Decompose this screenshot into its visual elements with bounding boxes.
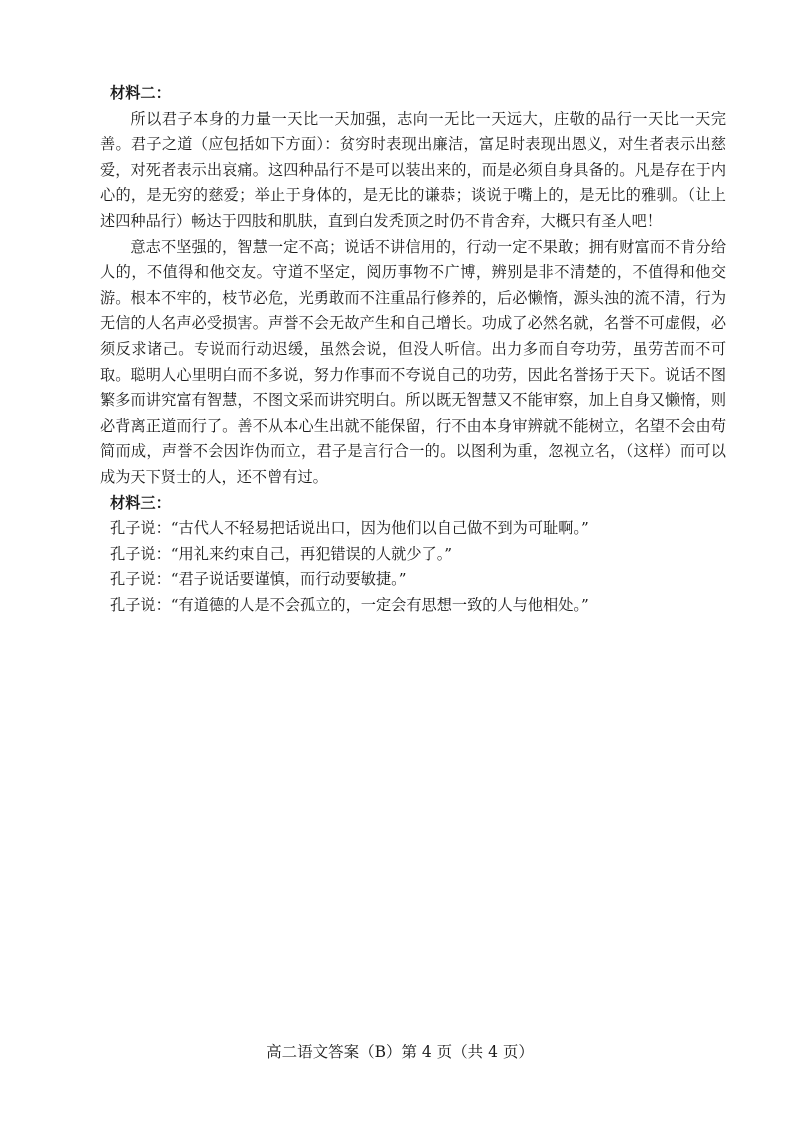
section-heading-material-3: 材料三： xyxy=(110,493,171,512)
confucius-quote-4: 孔子说：“有道德的人是不会孤立的，一定会有思想一致的人与他相处。” xyxy=(110,595,589,614)
document-body xyxy=(100,81,726,618)
confucius-quote-2: 孔子说：“用礼来约束自己，再犯错误的人就少了。” xyxy=(110,544,453,563)
material-2-paragraph-1: 所以君子本身的力量一天比一天加强，志向一无比一天远大，庄敬的品行一天比一天完善。君子之道（应包括如下方面）：贫穷时表现出廉洁，富足时表现出恩义，对生者表示出慈爱，对死者表示出哀痛。这四种品行不是可以装出来的，而是必须自身具备的。凡是存在于内心的，是无穷的慈爱；举止于身体的，是无比的谦恭；谈说于嘴上的，是无比的雅驯。（让上述四种品行）畅达于四肢和肌肤，直到白发秃顶之时仍不肯舍弃，大概只有圣人吧！ xyxy=(100,109,726,230)
page-footer: 高二语文答案（B）第 4 页（共 4 页） xyxy=(266,1043,534,1061)
section-heading-material-2: 材料二： xyxy=(110,84,171,102)
material-2-paragraph-2: 意志不坚强的，智慧一定不高；说话不讲信用的，行动一定不果敢；拥有财富而不肯分给人的，不值得和他交友。守道不坚定，阅历事物不广博，辨别是非不清楚的，不值得和他交游。根本不牢的，枝节必危，光勇敢而不注重品行修养的，后必懒惰，源头浊的流不清，行为无信的人名声必受损害。声誉不会无故产生和自己增长。功成了必然名就，名誉不可虚假，必须反求诸己。专说而行动迟缓，虽然会说，但没人听信。出力多而自夸功劳，虽劳苦而不可取。聪明人心里明白而不多说，努力作事而不夸说自己的功劳，因此名誉扬于天下。说话不图繁多而讲究富有智慧，不图文采而讲究明白。所以既无智慧又不能审察，加上自身又懒惰，则必背离正道而行了。善不从本心生出就不能保留，行不由本身审辨就不能树立，名望不会由苟简而成，声誉不会因诈伪而立，君子是言行合一的。以图利为重，忽视立名，（这样）而可以成为天下贤士的人，还不曾有过。 xyxy=(100,237,726,486)
confucius-quote-1: 孔子说：“古代人不轻易把话说出口，因为他们以自己做不到为可耻啊。” xyxy=(110,519,589,538)
confucius-quote-3: 孔子说：“君子说话要谨慎，而行动要敏捷。” xyxy=(110,570,407,589)
